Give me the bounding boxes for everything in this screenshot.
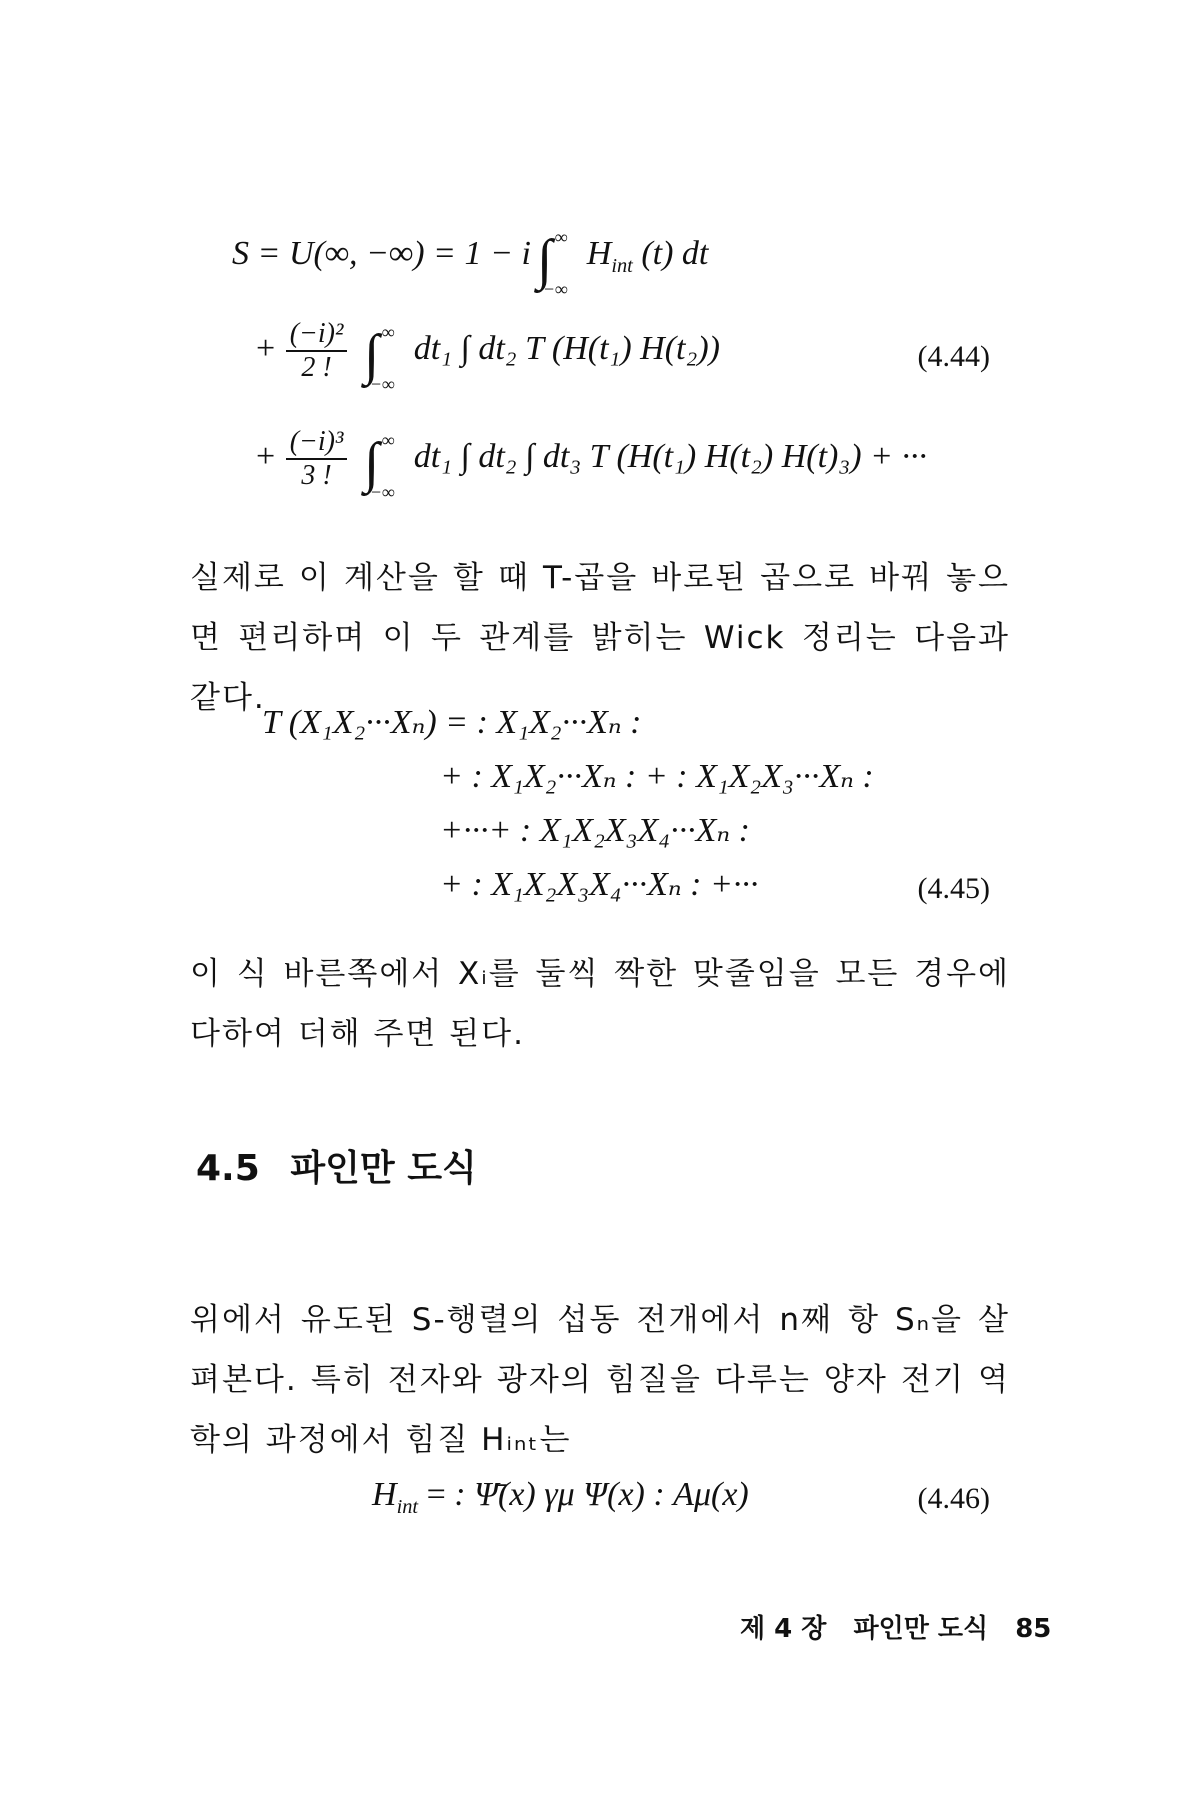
lower-limit: −∞ — [369, 481, 395, 502]
paragraph-wick-intro: 실제로 이 계산을 할 때 T-곱을 바로된 곱으로 바꿔 놓으면 편리하며 이 두 관계를 밝히는 Wick 정리는 다음과 같다. — [190, 560, 1010, 716]
paragraph-s-matrix: 위에서 유도된 S-행렬의 섭동 전개에서 n째 항 Sₙ을 살펴본다. 특히 전자와 광자의 힘질을 다루는 양자 전기 역학의 과정에서 힘질 Hᵢₙₜ는 — [190, 1302, 1010, 1458]
paragraph-contractions: 이 식 바른쪽에서 Xᵢ를 둘씩 짝한 맞줄임을 모든 경우에 다하여 더해 주면 된다. — [190, 956, 1010, 1052]
plus-sign: + — [256, 437, 276, 475]
eq-rest: (t) dt — [641, 235, 709, 272]
fraction-denominator: 2 ! — [301, 352, 332, 383]
upper-limit: ∞ — [554, 227, 568, 247]
eq-lhs: S = U(∞, −∞) = 1 − i — [232, 235, 531, 272]
equation-4-44-line-3 — [256, 426, 927, 502]
page-number: 85 — [1015, 1614, 1052, 1644]
section-title: 파인만 도식 — [290, 1148, 477, 1189]
equation-4-45-line-4: + : X₁X₂X₃X₄···Xₙ : +··· — [440, 866, 759, 903]
section-number: 4.5 — [196, 1148, 260, 1189]
equation-4-45-line-2: + : X₁X₂···Xₙ : + : X₁X₂X₃···Xₙ : — [440, 758, 874, 795]
h-symbol: H — [372, 1476, 397, 1513]
upper-limit: ∞ — [381, 321, 395, 342]
equals-sign: = — [426, 1476, 446, 1513]
footer-chapter: 제 4 장 — [740, 1614, 827, 1644]
eq-body: dt₁ ∫ dt₂ ∫ dt₃ T (H(t₁) H(t₂) H(t)₃) + ··· — [413, 437, 927, 475]
integral-glyph: ∫ — [536, 229, 553, 291]
fraction-denominator: 3 ! — [301, 460, 332, 491]
section-heading — [196, 1140, 477, 1191]
eq-body: dt₁ ∫ dt₂ T (H(t₁) H(t₂)) — [413, 329, 720, 367]
lower-limit: −∞ — [369, 373, 395, 394]
fraction — [286, 320, 348, 382]
integral-glyph: ∫ — [363, 323, 380, 386]
h-symbol: H — [586, 235, 612, 272]
page-footer — [740, 1608, 1051, 1645]
integral-sign — [363, 429, 395, 502]
equation-4-45-line-3: +···+ : X₁X₂X₃X₄···Xₙ : — [440, 812, 750, 849]
fraction-numerator: (−i)³ — [286, 428, 348, 460]
lower-limit: −∞ — [542, 279, 568, 299]
equation-4-45-line-1: T (X₁X₂···Xₙ) = : X₁X₂···Xₙ : — [262, 704, 642, 741]
integral-glyph: ∫ — [363, 431, 380, 494]
eq-body: : Ψ̄(x) γμ Ψ(x) : Aμ(x) — [454, 1476, 749, 1513]
footer-title: 파인만 도식 — [853, 1614, 989, 1644]
equation-4-44-line-2 — [256, 318, 720, 394]
equation-4-46 — [372, 1478, 749, 1517]
equation-number-4-45: (4.45) — [917, 872, 990, 905]
plus-sign: + — [256, 329, 276, 367]
equation-number-4-46: (4.46) — [917, 1482, 990, 1515]
equation-number-4-44: (4.44) — [917, 340, 990, 373]
equation-4-44-line-1 — [232, 227, 709, 299]
integral-sign — [536, 227, 568, 299]
int-subscript: int — [396, 1495, 419, 1518]
fraction-numerator: (−i)² — [286, 320, 348, 352]
integral-sign — [363, 321, 395, 394]
fraction — [286, 428, 348, 490]
int-subscript: int — [611, 254, 633, 277]
upper-limit: ∞ — [381, 429, 395, 450]
